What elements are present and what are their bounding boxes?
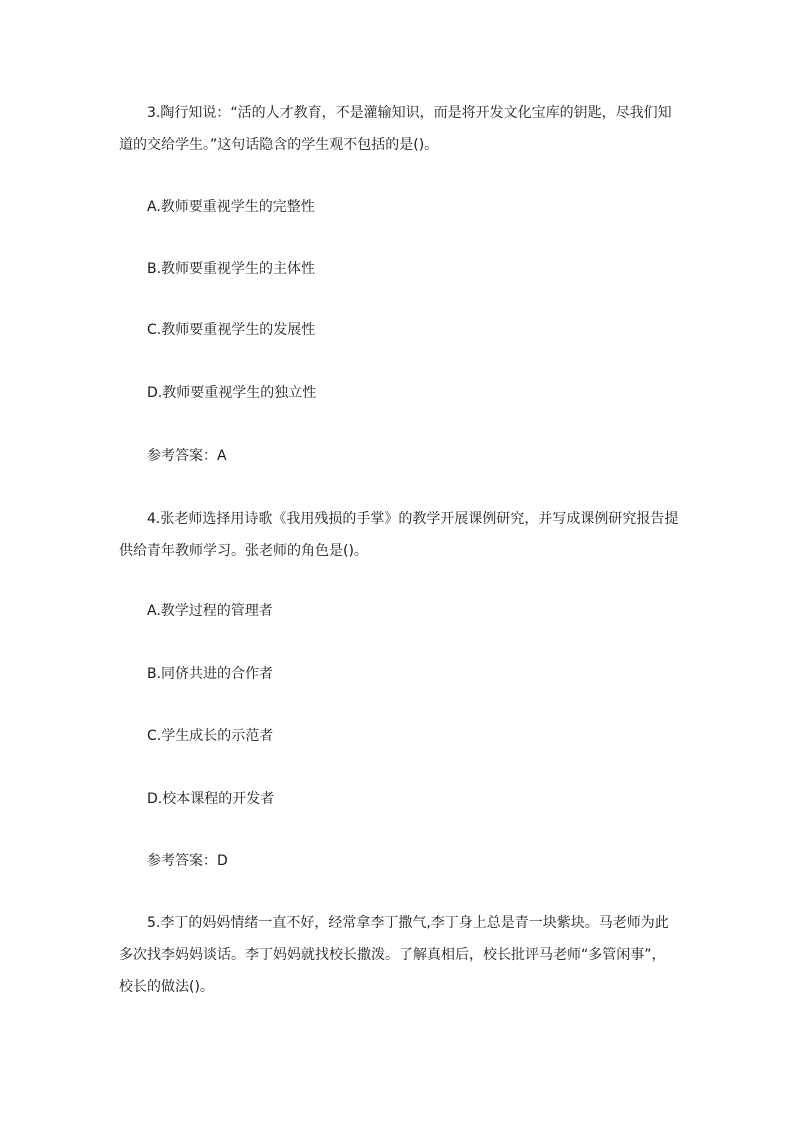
question-4-option-a: A.教学过程的管理者 [147,603,273,619]
question-5-stem: 5.李丁的妈妈情绪一直不好，经常拿李丁撒气,李丁身上总是青一块紫块。马老师为此多次找李妈妈谈话。李丁妈妈就找校长撒泼。了解真相后，校长批评马老师“多管闲事”，校长的做法()。 [119,915,669,995]
question-4-stem: 4.张老师选择用诗歌《我用残损的手掌》的教学开展课例研究，并写成课例研究报告提供给青年教师学习。张老师的角色是()。 [119,511,679,559]
question-3-option-d: D.教师要重视学生的独立性 [147,385,317,401]
question-3-stem: 3.陶行知说：“活的人才教育，不是灌输知识，而是将开发文化宝库的钥匙，尽我们知道的交给学生。”这句话隐含的学生观不包括的是()。 [119,105,672,153]
question-3-option-c: C.教师要重视学生的发展性 [147,322,316,338]
question-3-option-a: A.教师要重视学生的完整性 [147,199,315,215]
question-3-answer: 参考答案：A [147,448,227,464]
question-3-option-b: B.教师要重视学生的主体性 [147,261,316,277]
question-4-option-c: C.学生成长的示范者 [147,728,274,744]
question-4-answer: 参考答案：D [147,853,228,869]
question-4-option-d: D.校本课程的开发者 [147,791,275,807]
question-4-option-b: B.同侪共进的合作者 [147,666,274,682]
